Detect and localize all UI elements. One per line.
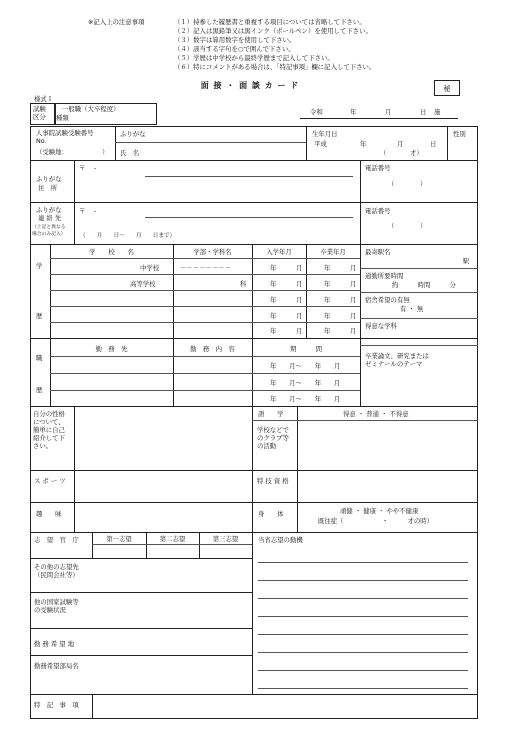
personality-label: 自分の性格 について、 簡単に自己 紹介して下 さい。 (33, 410, 65, 450)
dorm-value: 有 ・ 無 (400, 305, 424, 313)
motive-line[interactable] (258, 634, 468, 635)
divider (30, 406, 478, 407)
notes-list (174, 18, 375, 72)
divider (30, 532, 478, 533)
edu-grad-year: 年 (324, 312, 331, 320)
edu-row2-school: 高等学校 (130, 280, 156, 288)
remarks-label: 特 記 事 項 (34, 701, 79, 709)
divider (50, 274, 360, 275)
motive-line[interactable] (258, 670, 468, 671)
language-label: 語 学 (258, 410, 284, 418)
note-item: （２）記入は黒鉛筆又は黒インク（ボールペン）を使用して下さい。 (174, 27, 372, 35)
divider (447, 126, 448, 160)
divider (306, 126, 307, 160)
work-period: 年 月～ 年 月 (270, 379, 341, 387)
birth-label: 生年月日 (312, 130, 338, 138)
note-item: （５）学歴は中学校から最終学歴まで記入して下さい。 (174, 54, 334, 62)
work-header-period: 期 間 (290, 345, 322, 353)
divider (50, 390, 360, 391)
age-open: （ (380, 149, 387, 157)
address-label: 住 所 (38, 184, 58, 192)
edu-entry-month: 月 (296, 312, 303, 320)
edu-row1-dept: －－－－－－－－ (180, 264, 232, 272)
other-pref-label: その他の志望先 （民間会社等） (34, 563, 79, 579)
divider (360, 160, 361, 244)
date-day: 日 (420, 108, 427, 116)
note-item: （６）特にコメントがある場合は、「特記事項」欄に記入して下さい。 (174, 63, 376, 71)
date-underline (300, 118, 458, 119)
divider (50, 290, 360, 291)
divider (30, 655, 252, 656)
thesis-label: 卒業論文、研究または ゼミナールのテーマ (365, 352, 429, 368)
divider (30, 694, 478, 695)
form-number: 様式１ (34, 95, 54, 103)
work-header-employer: 勤 務 先 (95, 345, 128, 353)
notes-heading: ※記入上の注意事項 (88, 18, 145, 26)
divider (50, 356, 360, 357)
motive-line[interactable] (258, 652, 468, 653)
exam-type-label: 種類 (56, 114, 69, 122)
divider (115, 126, 116, 160)
birth-month: 月 (397, 140, 404, 148)
applicant-number-label: 人事院試験受験番号 No. (36, 129, 94, 145)
divider (92, 544, 252, 545)
edu-entry-year: 年 (270, 264, 277, 272)
divider (30, 244, 478, 245)
edu-row2-dept: 科 (240, 280, 247, 288)
divider (252, 532, 253, 694)
language-value: 得意 ・ 普通 ・ 不得意 (343, 410, 409, 418)
edu-entry-month: 月 (296, 327, 303, 335)
address-postal: 〒 - (79, 164, 97, 172)
edu-entry-year: 年 (270, 327, 277, 335)
edu-header-entry: 入学年月 (266, 248, 292, 256)
edu-grad-month: 月 (350, 312, 357, 320)
divider (30, 338, 478, 339)
motive-line[interactable] (258, 616, 468, 617)
address-line[interactable] (145, 176, 353, 177)
date-suffix: 施 (434, 108, 441, 116)
pref-second: 第二志望 (159, 535, 186, 543)
edu-grad-year: 年 (324, 280, 331, 288)
edu-grad-month: 月 (350, 296, 357, 304)
motive-line[interactable] (258, 562, 468, 563)
hobby-label: 趣 味 (36, 510, 62, 518)
location-label: 勤 務 希 望 地 (34, 640, 75, 648)
divider (50, 306, 360, 307)
exam-place-label: （受験地： (36, 148, 68, 156)
divider (252, 244, 253, 406)
contact-postal: 〒 - (79, 207, 97, 215)
birth-day: 日 (430, 140, 437, 148)
sex-label: 性別 (453, 130, 466, 138)
health-value: 頑健 ・ 健康 ・ やや不健康 (340, 507, 419, 515)
age-close: 才） (410, 149, 423, 157)
divider (360, 292, 478, 293)
note-item: （４）該当する字句を○で囲んで下さい。 (174, 45, 295, 53)
form-frame (30, 126, 478, 719)
divider (360, 268, 478, 269)
skills-label: 特 技 資 格 (257, 477, 289, 485)
edu-grad-year: 年 (324, 327, 331, 335)
health-label: 身 体 (258, 510, 284, 518)
contact-line[interactable] (145, 217, 353, 218)
station-suffix: 駅 (463, 257, 470, 265)
divider (50, 373, 360, 374)
contact-furigana-label: ふりがな (36, 206, 62, 214)
divider (30, 502, 478, 503)
edu-entry-year: 年 (270, 312, 277, 320)
name-furigana-label: ふりがな (120, 130, 146, 138)
edu-grad-month: 月 (350, 327, 357, 335)
work-period: 年 月～ 年 月 (270, 395, 341, 403)
divider (252, 420, 478, 421)
divider (74, 406, 75, 532)
edu-grad-month: 月 (350, 280, 357, 288)
motive-line[interactable] (258, 580, 468, 581)
divider (30, 470, 478, 471)
divider (30, 160, 478, 161)
contact-phone: （ ） (388, 222, 427, 230)
work-header-duty: 勤 務 内 容 (190, 345, 235, 353)
pref-third: 第三志望 (212, 535, 239, 543)
edu-header-school: 学 校 名 (89, 248, 134, 256)
secret-mark: 秘 (443, 84, 451, 93)
address-furigana-label: ふりがな (36, 175, 62, 183)
edu-grad-month: 月 (350, 264, 357, 272)
commute-value: 約 時間 分 (392, 281, 456, 289)
date-year: 年 (350, 108, 357, 116)
work-side-2: 歴 (36, 386, 43, 394)
education-side-1: 学 (36, 262, 43, 270)
commute-label: 通勤所要時間 (365, 272, 404, 280)
contact-note-1: （上記と異なる (32, 225, 66, 230)
work-side-1: 職 (36, 354, 43, 362)
divider (50, 258, 360, 259)
divider (115, 142, 306, 143)
subject-label: 得意な学科 (365, 322, 397, 330)
other-exam-label: 他の国家試験等 の受験状況 (34, 598, 79, 614)
birth-year: 年 (360, 140, 367, 148)
edu-entry-year: 年 (270, 296, 277, 304)
divider (50, 322, 360, 323)
birth-era: 平成 (314, 140, 327, 148)
divider (30, 202, 478, 203)
edu-row1-school: 中学校 (140, 264, 160, 272)
address-phone-label: 電話番号 (365, 164, 391, 172)
edu-header-grad: 卒業年月 (320, 248, 346, 256)
divider (252, 406, 253, 532)
divider (74, 160, 75, 244)
edu-entry-year: 年 (270, 280, 277, 288)
edu-header-dept: 学部・学科名 (193, 248, 232, 256)
edu-entry-month: 月 (296, 264, 303, 272)
contact-phone-label: 電話番号 (365, 207, 391, 215)
education-side-2: 歴 (36, 312, 43, 320)
address-phone: （ ） (388, 180, 427, 188)
contact-note-2: 場合のみ記入） (32, 232, 66, 237)
divider (30, 558, 252, 559)
contact-period: （ 月 日～ 月 日まで） (80, 233, 176, 239)
edu-entry-month: 月 (296, 296, 303, 304)
edu-entry-month: 月 (296, 280, 303, 288)
station-label: 最寄駅名 (365, 248, 391, 256)
edu-grad-year: 年 (324, 264, 331, 272)
date-month: 月 (385, 108, 392, 116)
page-title: 面 接 ・ 面 談 カ ー ド (200, 81, 300, 90)
divider (30, 592, 252, 593)
motive-line[interactable] (258, 598, 468, 599)
motive-line[interactable] (258, 688, 468, 689)
edu-grad-year: 年 (324, 296, 331, 304)
sports-label: ス ポ ー ツ (34, 477, 66, 485)
exam-kind: 一般職（大卒程度） (62, 105, 120, 113)
pref-label: 志 望 官 庁 (34, 536, 79, 544)
dorm-label: 宿舎希望の有無 (365, 296, 410, 304)
date-era: 令和 (310, 108, 323, 116)
exam-place-close: ） (102, 148, 109, 156)
divider (92, 694, 93, 719)
division-label: 勤務希望部局名 (34, 662, 79, 670)
divider (297, 406, 298, 532)
motive-label: 当省志望の動機 (258, 536, 303, 544)
pref-first: 第一志望 (106, 535, 132, 543)
work-period: 年 月～ 年 月 (270, 362, 341, 370)
exam-label: 試験 区分 (33, 105, 46, 121)
note-item: （３）数字は算用数字を使用して下さい。 (174, 36, 296, 44)
divider (360, 345, 478, 346)
health-history: 既往症（ ・ 才の時） (318, 517, 434, 525)
divider (30, 628, 252, 629)
divider (360, 318, 478, 319)
contact-label: 連 絡 先 (38, 214, 62, 222)
note-item: （１）持参した履歴書と重複する項目については省略して下さい。 (174, 18, 366, 26)
divider (50, 244, 51, 406)
name-label: 氏 名 (120, 149, 140, 157)
secret-mark-box (434, 80, 460, 96)
club-label: 学校などで のクラブ等 の活動 (257, 426, 289, 450)
